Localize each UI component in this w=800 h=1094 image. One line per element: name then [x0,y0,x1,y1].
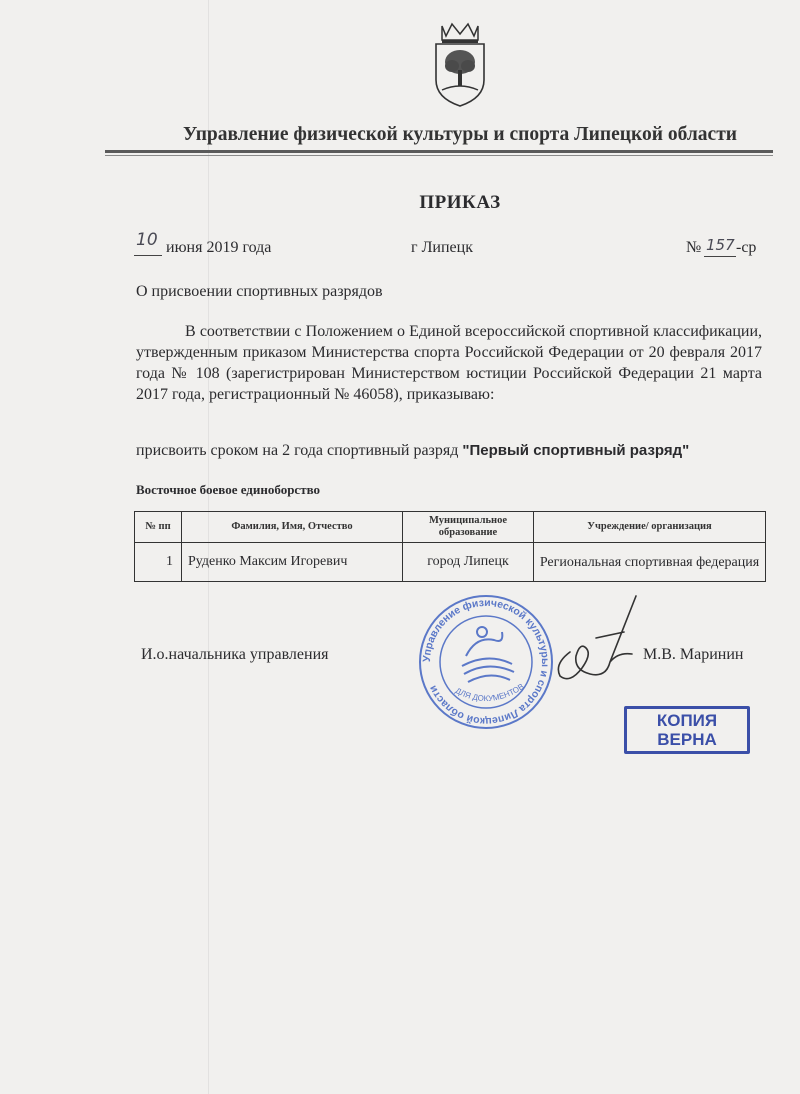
header-rule-thin [105,155,773,156]
cell-organization: Региональная спортивная федерация [534,543,766,582]
document-title: ПРИКАЗ [419,192,501,213]
number-suffix: -ср [736,239,757,256]
organization-title: Управление физической культуры и спорта Липецкой области [182,124,738,145]
date-text: июня 2019 года [166,239,272,256]
seal-outer-text: Управление физической культуры и спорта Липецкой области [420,596,552,728]
signer-position: И.о.начальника управления [141,646,329,663]
svg-text:ДЛЯ ДОКУМЕНТОВ [454,682,526,703]
number-underline [704,256,736,257]
header-organization: Учреждение/ организация [534,512,766,543]
stamp-line-2: ВЕРНА [657,730,717,749]
header-municipality: Муниципальное образование [403,512,534,543]
date-day-handwritten: 10 [136,230,158,250]
signature-mark [540,592,650,692]
table-row [135,543,766,582]
copy-certified-stamp [624,706,750,754]
athletes-table [134,511,766,582]
signer-name: М.В. Маринин [643,646,744,663]
number-handwritten: 157 [706,236,735,254]
discipline-heading: Восточное боевое единоборство [136,482,321,497]
table-header-row [135,512,766,543]
stamp-line-1: КОПИЯ [656,711,718,730]
seal-inner-text: ДЛЯ ДОКУМЕНТОВ [453,681,526,704]
header-full-name: Фамилия, Имя, Отчество [182,512,403,543]
header-rule [105,150,773,153]
coat-of-arms-icon [428,20,492,108]
cell-full-name: Руденко Максим Игоревич [182,543,403,582]
date-underline [134,255,162,256]
assigned-rank: "Первый спортивный разряд" [462,442,690,459]
assignment-text: присвоить сроком на 2 года спортивный разряд [136,442,459,459]
cell-number: 1 [135,543,182,582]
document-subject: О присвоении спортивных разрядов [136,283,383,300]
official-seal [418,592,554,732]
seal-sport-icon [462,627,514,682]
city-text: г Липецк [411,239,473,256]
assignment-line [136,442,776,460]
cell-municipality: город Липецк [403,543,534,582]
number-prefix: № [686,239,702,256]
header-number: № пп [135,512,182,543]
preamble-paragraph: В соответствии с Положением о Единой всероссийской спортивной классификации, утвержденным приказом Министерства спорта Российской Федерации от 20 февраля 2017 года № 108 (зарегистрирован Министерством юстиции Российской Федерации 21 марта 2017 года, регистрационный № 46058), приказываю: [136,323,762,403]
